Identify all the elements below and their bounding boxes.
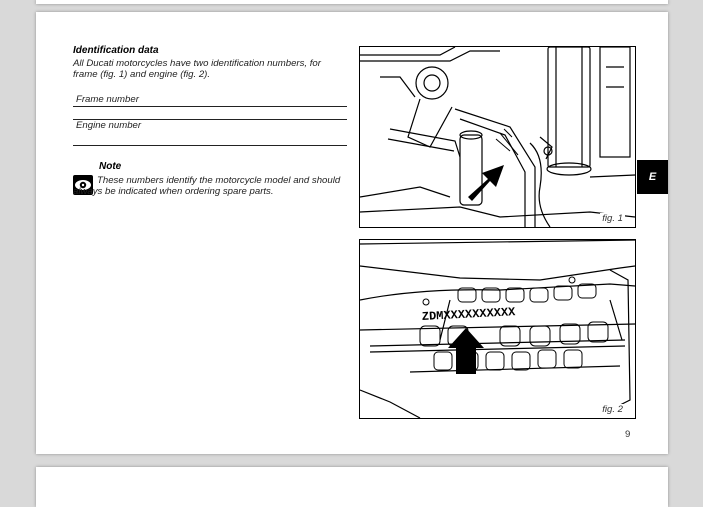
frame-number-line: [73, 106, 347, 107]
note-title: Note: [99, 161, 122, 172]
next-page-edge: [36, 467, 668, 507]
section-intro: All Ducati motorcycles have two identification numbers, for frame (fig. 1) and engine (fig. 2).: [73, 58, 321, 80]
engine-number-label: Engine number: [76, 120, 142, 131]
page-number: 9: [625, 429, 631, 440]
engine-number-line: [73, 145, 347, 146]
frame-illustration: [360, 47, 635, 227]
engine-number-stamp: ZDMXXXXXXXXXX: [421, 305, 516, 324]
figure-1-label: fig. 1: [602, 213, 623, 224]
manual-page: [36, 12, 668, 454]
figure-frame-number: [359, 46, 636, 228]
frame-number-label: Frame number: [76, 94, 139, 105]
figure-2-label: fig. 2: [602, 404, 623, 415]
section-title: Identification data: [73, 45, 159, 56]
engine-illustration: [360, 240, 635, 418]
note-text: These numbers identify the motorcycle model and should always be indicated when ordering spare parts.: [73, 175, 341, 197]
figure-engine-number: [359, 239, 636, 419]
previous-page-edge: [36, 0, 668, 4]
language-tab: E: [637, 160, 668, 194]
